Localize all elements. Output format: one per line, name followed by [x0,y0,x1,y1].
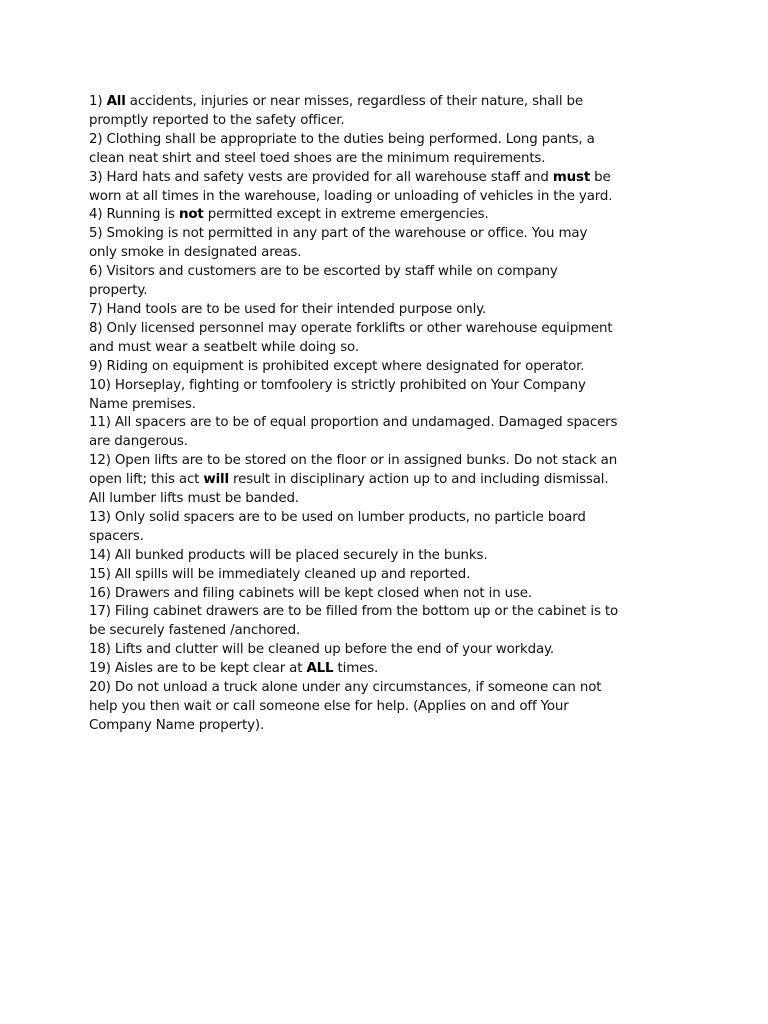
rule-text: 8) Only licensed personnel may operate forklifts or other warehouse equipment and must wear a seatbelt while doing so. [89,320,613,355]
rule-item-16 [89,585,619,604]
rule-text: 16) Drawers and filing cabinets will be kept closed when not in use. [89,585,532,601]
rule-text: 10) Horseplay, fighting or tomfoolery is strictly prohibited on Your Company Name premises. [89,377,586,412]
rule-emphasis: ALL [306,661,334,677]
rule-item-14 [89,547,619,566]
rule-text: 13) Only solid spacers are to be used on lumber products, no particle board spacers. [89,509,586,544]
rule-item-11 [89,414,619,452]
rule-text: 18) Lifts and clutter will be cleaned up before the end of your workday. [89,642,554,658]
rule-text: 2) Clothing shall be appropriate to the duties being performed. Long pants, a clean neat shirt and steel toed shoes are the minimum requirements. [89,131,595,166]
rule-item-2 [89,131,619,169]
safety-rules-list [89,93,619,736]
rule-text: 11) All spacers are to be of equal proportion and undamaged. Damaged spacers are dangerous. [89,415,618,450]
rule-item-3 [89,169,619,207]
rule-text: times. [333,661,379,677]
rule-item-4 [89,206,619,225]
rule-item-17 [89,603,619,641]
rule-item-5 [89,225,619,263]
rule-text: 5) Smoking is not permitted in any part of the warehouse or office. You may only smoke in designated areas. [89,226,588,261]
rule-item-20 [89,679,619,736]
rule-emphasis: All [106,94,126,109]
rule-text: 3) Hard hats and safety vests are provided for all warehouse staff and [89,169,553,185]
rule-text: 12) Open lifts are to be stored on the floor or in assigned bunks. Do not stack an open lift; this act [89,453,618,488]
rule-item-9 [89,358,619,377]
rule-text: 19) Aisles are to be kept clear at [89,661,307,677]
rule-text: 15) All spills will be immediately cleaned up and reported. [89,566,471,582]
rule-emphasis: will [203,472,229,488]
rule-text: permitted except in extreme emergencies. [203,207,489,223]
rule-text: 17) Filing cabinet drawers are to be filled from the bottom up or the cabinet is to be securely fastened /anchored. [89,604,619,639]
rule-text: 1) [89,94,107,109]
rule-item-7 [89,301,619,320]
rule-item-8 [89,320,619,358]
rule-item-19 [89,660,619,679]
rule-item-10 [89,377,619,415]
rule-item-18 [89,641,619,660]
rule-text: 7) Hand tools are to be used for their intended purpose only. [89,301,487,317]
rule-item-6 [89,263,619,301]
rule-text: 6) Visitors and customers are to be escorted by staff while on company property. [89,264,558,299]
rule-text: 14) All bunked products will be placed securely in the bunks. [89,547,488,563]
rule-text: 4) Running is [89,207,179,223]
rule-text: 9) Riding on equipment is prohibited except where designated for operator. [89,358,585,374]
rule-text: result in disciplinary action up to and including dismissal. All lumber lifts must be banded. [89,472,609,507]
rule-text: accidents, injuries or near misses, regardless of their nature, shall be promptly reported to the safety officer. [89,94,583,128]
rule-text: be worn at all times in the warehouse, loading or unloading of vehicles in the yard. [89,169,613,204]
rule-item-15 [89,566,619,585]
rule-emphasis: not [178,207,204,223]
rule-item-1 [89,93,619,131]
rule-item-12 [89,452,619,509]
rule-emphasis: must [552,169,591,185]
rule-item-13 [89,509,619,547]
rule-text: 20) Do not unload a truck alone under any circumstances, if someone can not help you then wait or call someone else for help. (Applies on and off Your Company Name property). [89,680,602,733]
